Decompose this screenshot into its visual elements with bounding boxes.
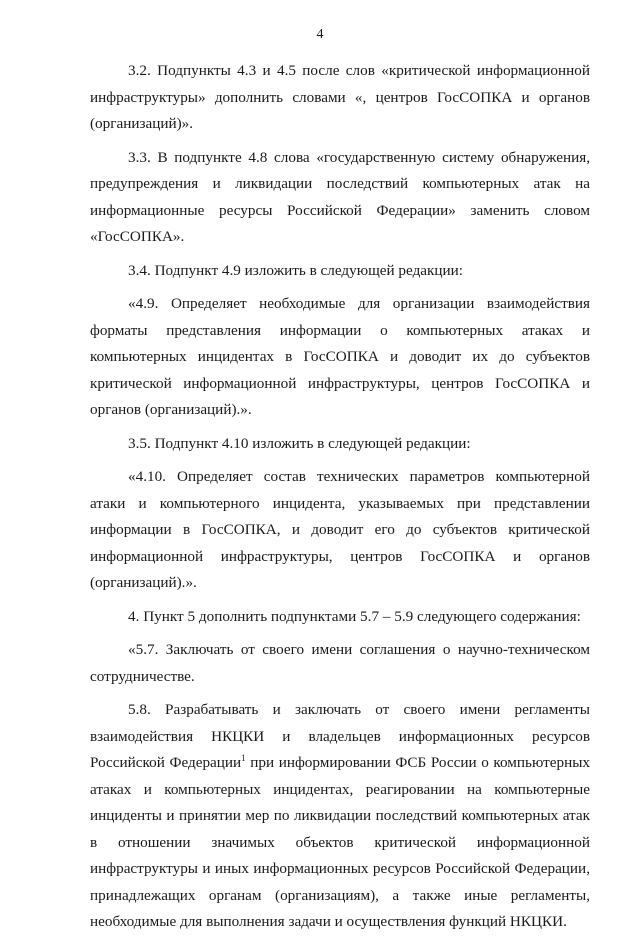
paragraph-5-7-text: «5.7. Заключать от своего имени соглашения о научно-техническом сотрудничестве. [90, 641, 590, 685]
paragraph-3-2: 3.2. Подпункты 4.3 и 4.5 после слов «критической информационной инфраструктуры» дополнить словами «, центров ГосСОПКА и органов (организаций)». [90, 62, 590, 132]
paragraph-3-3: 3.3. В подпункте 4.8 слова «государственную систему обнаружения, предупреждения и ликвидации последствий компьютерных атак на информационные ресурсы Российской Федерации» заменить словом «ГосСОПКА». [90, 148, 590, 245]
document-body [90, 58, 590, 943]
paragraph-5-8-after-footnote: при информировании ФСБ России о компьютерных атаках и компьютерных инцидентах, реагировании на компьютерные инциденты и принятии мер по ликвидации последствий компьютерных атак в отношении значимых объектов критической информационной инфраструктуры и иных информационных ресурсов Российской Федерации, принадлежащих органам (организациям), а также иные регламенты, необходимые для выполнения задачи и осуществления функций НКЦКИ. [90, 754, 590, 930]
paragraph-3-5: 3.5. Подпункт 4.10 изложить в следующей редакции: [128, 434, 471, 452]
paragraph-4-10-text: «4.10. Определяет состав технических параметров компьютерной атаки и компьютерного инцидента, указываемых при представлении информации в ГосСОПКА, и доводит его до субъектов критической информационной инфраструктуры, центров ГосСОПКА и органов (организаций).». [90, 468, 590, 591]
paragraph-3-4: 3.4. Подпункт 4.9 изложить в следующей редакции: [128, 261, 464, 279]
paragraph-4-9-text: «4.9. Определяет необходимые для организации взаимодействия форматы представления информации о компьютерных атаках и компьютерных инцидентах в ГосСОПКА и доводит их до субъектов критической информационной инфраструктуры, центров ГосСОПКА и органов (организаций).». [90, 295, 590, 418]
paragraph-5-8-text [90, 697, 590, 936]
footnote-mark: 1 [241, 753, 246, 763]
paragraph-5-8-before-footnote: 5.8. Разрабатывать и заключать от своего имени регламенты взаимодействия НКЦКИ и владельцев информационных ресурсов Российской Федерации [90, 701, 590, 771]
page-number: 4 [316, 27, 324, 42]
paragraph-4: 4. Пункт 5 дополнить подпунктами 5.7 – 5.9 следующего содержания: [128, 607, 581, 625]
